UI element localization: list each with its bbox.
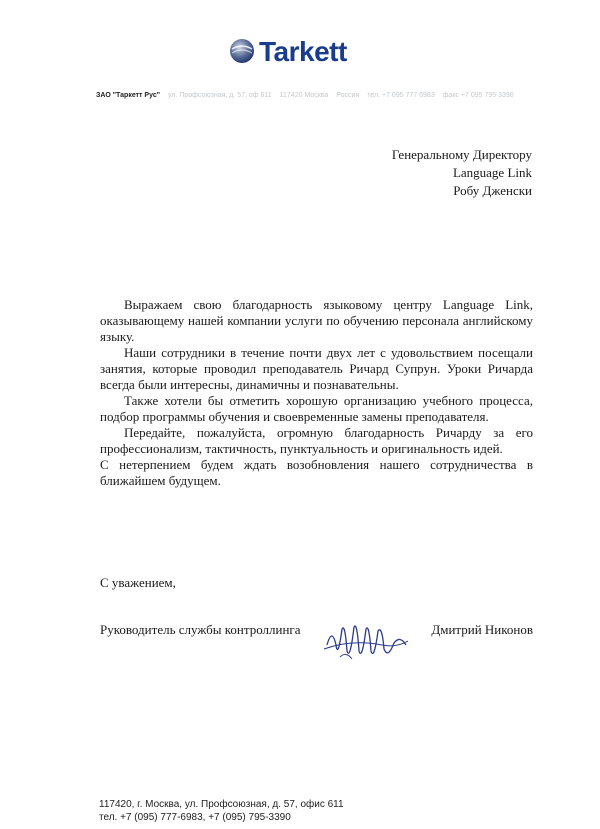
paragraph-2: Наши сотрудники в течение почти двух лет с удовольствием посещали занятия, которые проводил преподаватель Ричард Супрун. Уроки Ричарда всегда были интересны, динамичны и познавательны. [100, 345, 533, 392]
letterhead-postcode: 117420 Москва [279, 92, 329, 99]
addressee-position: Генеральному Директору [391, 147, 532, 162]
letterhead-details [96, 92, 514, 99]
paragraph-3: Также хотели бы отметить хорошую организацию учебного процесса, подбор программы обучения и своевременные замены преподавателя. [100, 393, 533, 424]
letter-body [100, 297, 533, 489]
signatory-title: Руководитель службы контроллинга [100, 622, 301, 637]
closing-salutation: С уважением, [100, 575, 176, 590]
addressee-block [392, 146, 532, 200]
company-logo [229, 38, 374, 70]
addressee-company: Language Link [452, 165, 532, 180]
letterhead-phone: тел. +7 095 777 6983 [367, 92, 435, 99]
letterhead-country: Россия [336, 92, 360, 99]
paragraph-5: С нетерпением будем ждать возобновления нашего сотрудничества в ближайшем будущем. [100, 457, 533, 488]
tarkett-globe-logo-icon [229, 38, 255, 64]
addressee-name: Робу Дженски [453, 183, 532, 198]
letterhead-fax: факс +7 095 795 3390 [442, 92, 514, 99]
letterhead-address: ул. Профсоюзная, д. 57, оф 611 [168, 92, 272, 99]
letter-footer [99, 798, 344, 824]
footer-phones: тел. +7 (095) 777-6983, +7 (095) 795-3390 [99, 812, 291, 823]
signatory-name: Дмитрий Никонов [431, 622, 533, 637]
footer-address: 117420, г. Москва, ул. Профсоюзная, д. 57, офис 611 [99, 799, 344, 810]
handwritten-signature [322, 615, 412, 665]
logo-text: Tarkett [259, 36, 347, 67]
paragraph-4: Передайте, пожалуйста, огромную благодарность Ричарду за его профессионализм, тактичность, пунктуальность и оригинальность идей. [100, 425, 533, 456]
company-name: ЗАО "Таркетт Рус" [96, 92, 161, 99]
paragraph-1: Выражаем свою благодарность языковому центру Language Link, оказывающему нашей компании услуги по обучению персонала английскому языку. [100, 297, 533, 344]
